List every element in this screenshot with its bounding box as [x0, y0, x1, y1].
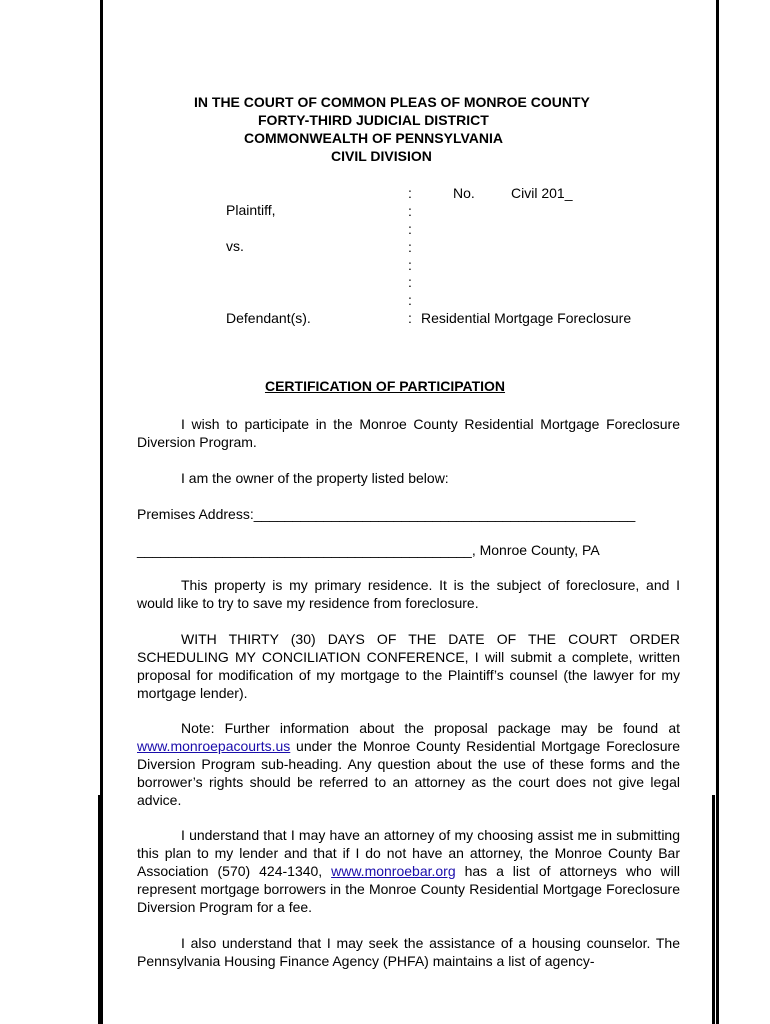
attorney-text-a: I understand that I may have an attorney of my choosing assist me in submitting this plan to my lender and that if I do not have an attorney, the Monroe County Bar Association (570) 424-1340, [137, 827, 680, 879]
premises-address-line [137, 505, 680, 523]
versus-label: vs. [226, 238, 244, 254]
address-suffix: , Monroe County, PA [471, 542, 600, 558]
address-blank[interactable]: ___________________________________________ [137, 542, 472, 558]
header-line-1: IN THE COURT OF COMMON PLEAS OF MONROE COUNTY [194, 94, 590, 110]
monroebar-link[interactable]: www.monroebar.org [331, 863, 456, 879]
caption-colon: : [408, 310, 412, 326]
premises-address-blank[interactable]: _________________________________________________ [253, 506, 636, 522]
caption-colon: : [408, 185, 412, 201]
residence-paragraph: This property is my primary residence. It is the subject of foreclosure, and I would like to try to save my residence from foreclosure. [137, 577, 680, 611]
caption-colon: : [408, 292, 412, 308]
housing-counselor-paragraph: I also understand that I may seek the assistance of a housing counselor. The Pennsylvania Housing Finance Agency (PHFA) maintains a list of agency- [137, 935, 680, 969]
header-line-2: FORTY-THIRD JUDICIAL DISTRICT [258, 112, 489, 128]
participation-paragraph: I wish to participate in the Monroe County Residential Mortgage Foreclosure Diversion Program. [137, 416, 680, 450]
header-line-4: CIVIL DIVISION [331, 148, 432, 164]
case-type: Residential Mortgage Foreclosure [421, 310, 632, 326]
monroepacourts-link[interactable]: www.monroepacourts.us [137, 738, 291, 754]
county-address-line [137, 541, 680, 559]
premises-address-label: Premises Address: [137, 506, 254, 522]
header-line-3: COMMONWEALTH OF PENNSYLVANIA [244, 130, 503, 146]
note-text-a: Note: Further information about the proposal package may be found at [181, 720, 680, 736]
caption-colon: : [408, 203, 412, 219]
plaintiff-label: Plaintiff, [226, 202, 276, 218]
attorney-paragraph [137, 826, 680, 916]
note-paragraph [137, 719, 680, 809]
caption-colon: : [408, 257, 412, 273]
owner-statement: I am the owner of the property listed below: [181, 470, 449, 486]
caption-colon: : [408, 239, 412, 255]
defendant-label: Defendant(s). [226, 310, 311, 326]
attorney-text-b: has a list of attorneys who will represent mortgage borrowers in the Monroe County Residential Mortgage Foreclosure Diversion Program for a fee. [137, 863, 680, 915]
caption-colon: : [408, 274, 412, 290]
note-text-b: under the Monroe County Residential Mortgage Foreclosure Diversion Program sub-heading. Any question about the use of these forms and the borrower’s rights should be referred to an attorney as the court does not give legal advice. [137, 738, 680, 808]
case-number-label: No. [453, 185, 475, 201]
proposal-paragraph: WITH THIRTY (30) DAYS OF THE DATE OF THE COURT ORDER SCHEDULING MY CONCILIATION CONFERENCE, I will submit a complete, written proposal for modification of my mortgage to the Plaintiff’s counsel (the lawyer for my mortgage lender). [137, 631, 680, 701]
document-title: CERTIFICATION OF PARTICIPATION [264, 378, 506, 394]
caption-colon: : [408, 221, 412, 237]
case-number: Civil 201_ [511, 185, 573, 201]
